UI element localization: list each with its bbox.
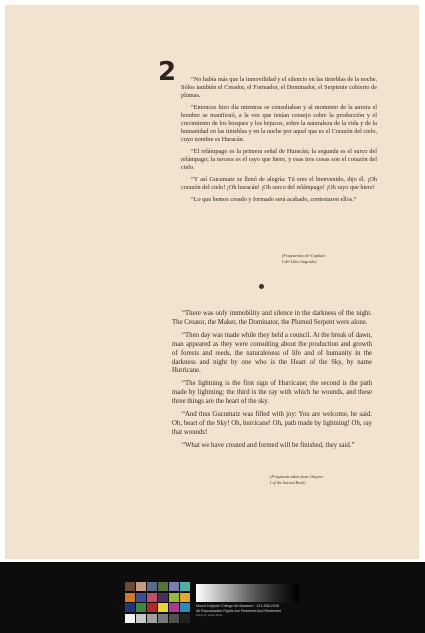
grayscale-ramp [196,584,299,602]
color-swatch [147,614,157,623]
page-number: 2 [158,57,176,87]
english-paragraph: “And thus Gucumatz was filled with joy: You are welcome, he said. Oh, heart of the Sky! Oh, hurricane! Oh, path made by lightning! Oh, ray that wounds! [172,411,372,436]
credit-line: Mount Holyoke College Art Museum · 413-538-2245 [196,604,279,608]
color-swatch [169,582,179,591]
color-swatch [169,614,179,623]
english-paragraph: “The lightning is the first sign of Hurricane; the second is the path made by lightning; the third is the ray with which he wounds, and these three things are the heart of the sky. [172,380,372,406]
spanish-paragraph: “Entonces hizo día mientras se consultaban y al momento de la aurora el hombre se manifestó, a la vez que tenían consejo sobre la producción y el crecimiento de los bosques y los bejucos, sobre la naturaleza de la vida y de la humanidad en las tinieblas y en la noche por aquel que es el Corazón del cielo, cuyo nombre es Huracán. [181,104,377,143]
spanish-citation-line: I del Libro Sagrado) [282,258,317,264]
color-swatch [125,603,135,612]
english-citation [270,474,360,485]
spanish-citation-line: (Fragmentos del Capítulo [282,253,326,258]
spanish-citation [282,253,362,264]
spanish-paragraph: “No había más que la inmovilidad y el silencio en las tinieblas de la noche. Sólos también el Creador, el Formador, el Dominador, el Serpiente cubierto de plumas. [181,76,377,99]
spanish-paragraph: “El relámpago es la primera señal de Huracán; la segunda es el surco del relámpago; la tercera es el rayo que hiere, y esas tres cosas son el corazón del cielo. [181,148,377,171]
color-swatch [158,582,168,591]
color-swatch [158,614,168,623]
color-swatch [169,603,179,612]
color-swatch [169,593,179,602]
color-checker-chart [125,582,191,624]
color-swatch [147,593,157,602]
spanish-paragraph: “Lo que hemos creado y formado será acabado, contestaron ellos.” [191,196,357,203]
spanish-paragraph: “Y así Gucumatz se llenó de alegría: Tú eres el bienvenido, dijo él. ¡Oh corazón del cielo! ¡Oh huracán! ¡Oh surco del relámpago! ¡Oh rayo que hiere! [181,176,377,191]
photo-credit: Photo by Laura Shea [196,613,223,618]
color-swatch [158,603,168,612]
color-swatch [158,593,168,602]
color-calibration-footer [0,562,425,633]
english-text [172,310,372,455]
english-citation-line: I of the Sacred Book) [270,479,306,485]
color-swatch [125,614,135,623]
color-swatch [147,603,157,612]
color-swatch [136,593,146,602]
color-swatch [136,582,146,591]
color-swatch [125,593,135,602]
english-citation-line: (Fragments taken from Chapter [270,474,324,479]
color-swatch [136,614,146,623]
color-swatch [180,614,190,623]
english-paragraph: “What we have created and formed will be finished, they said.” [182,441,355,449]
color-swatch [180,582,190,591]
color-swatch [147,582,157,591]
section-divider-dot [259,284,264,289]
document-page [5,5,419,559]
english-paragraph: “Then day was made while they held a council. At the break of dawn, man appeared as they were consulting about the production and growth of forests and reeds, the naturaleness of life and of humanity in the darkness and night by one who is the Heart of the Sky, by name Hurricane. [172,331,372,375]
color-swatch [136,603,146,612]
color-swatch [180,603,190,612]
english-paragraph: “There was only immobility and silence in the darkness of the night. The Creator, the Maker, the Dominator, the Plumed Serpent were alone. [172,310,372,326]
spanish-text [181,76,377,208]
credit-line: All Reproduction Rights Are Reserved And Restricted [196,608,281,613]
color-swatch [180,593,190,602]
color-swatch [125,582,135,591]
museum-credit [196,604,308,618]
